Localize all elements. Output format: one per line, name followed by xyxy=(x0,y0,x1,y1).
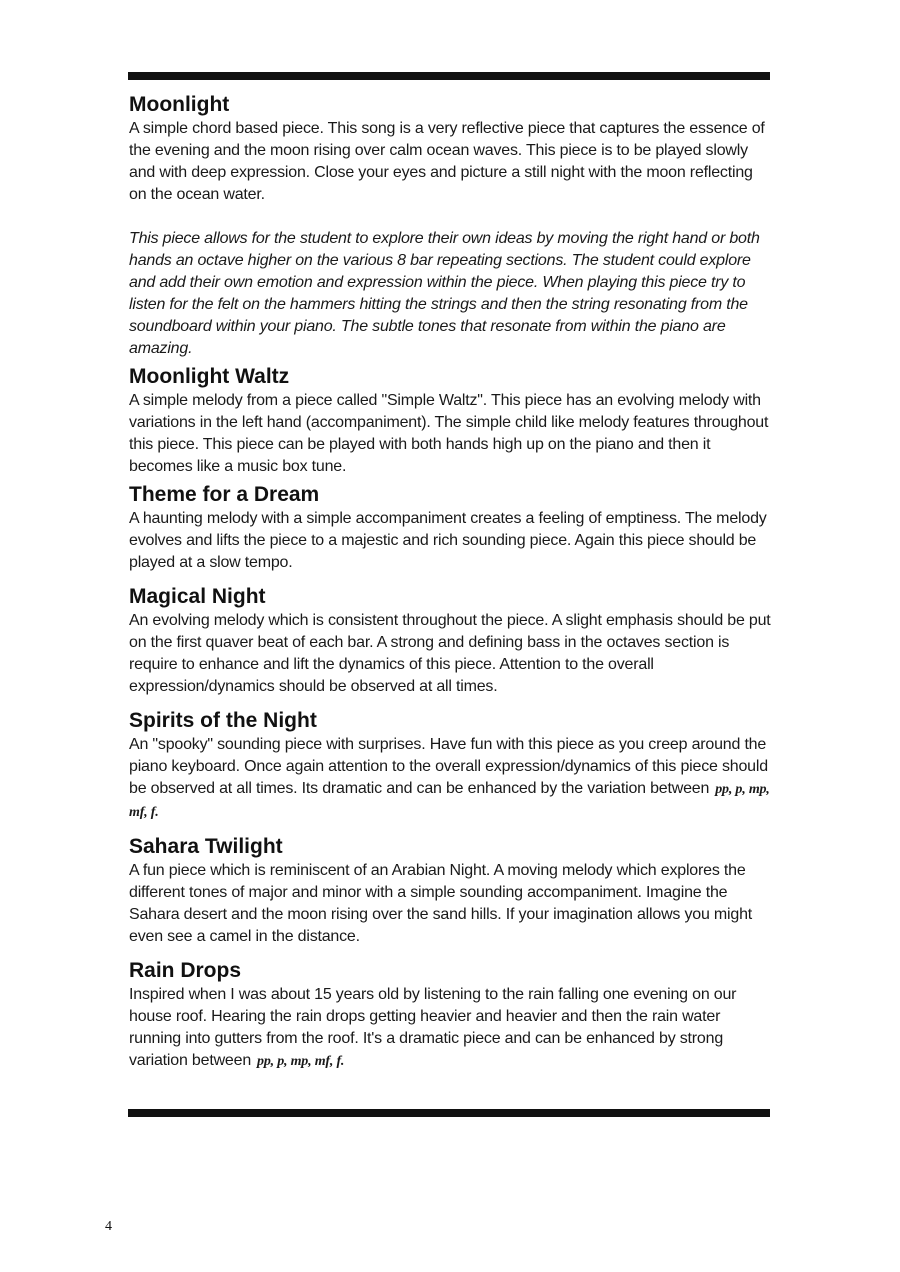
section-title: Magical Night xyxy=(129,585,266,608)
section-sahara-twilight xyxy=(129,834,774,948)
section-title: Sahara Twilight xyxy=(129,835,283,858)
section-text: A haunting melody with a simple accompaniment creates a feeling of emptiness. The melody evolves and lifts the piece to a majestic and rich sounding piece. Again this piece should be played at a slow tempo. xyxy=(129,510,767,571)
descriptions xyxy=(129,92,774,1073)
section-text: A fun piece which is reminiscent of an Arabian Night. A moving melody which explores the different tones of major and minor with a simple sounding accompaniment. Imagine the Sahara desert and the moon rising over the sand hills. If your imagination allows you might even see a camel in the distance. xyxy=(129,862,753,945)
section-title: Spirits of the Night xyxy=(129,709,317,732)
section-spirits-of-the-night xyxy=(129,708,774,824)
section-title: Theme for a Dream xyxy=(129,483,320,506)
section-text-body: An "spooky" sounding piece with surprises. Have fun with this piece as you creep around the piano keyboard. Once again attention to the overall expression/dynamics of this piece should be observed at all times. Its dramatic and can be enhanced by the variation between xyxy=(129,736,768,797)
page-number: 4 xyxy=(105,1219,112,1234)
section-italic-note: This piece allows for the student to explore their own ideas by moving the right hand or both hands an octave higher on the various 8 bar repeating sections. The student could explore and add their own emotion and expression within the piece. When playing this piece try to listen for the felt on the hammers hitting the strings and then the string resonating from the soundboard within your piano. The subtle tones that resonate from within the piano are amazing. xyxy=(129,230,760,357)
dynamics-markings: pp, p, mp, mf, f. xyxy=(257,1054,345,1069)
section-text xyxy=(129,984,774,1073)
section-title: Moonlight Waltz xyxy=(129,365,290,388)
section-text-body: Inspired when I was about 15 years old by listening to the rain falling one evening on our house roof. Hearing the rain drops getting heavier and heavier and then the rain water running into gutters from the roof. It's a dramatic piece and can be enhanced by strong variation between xyxy=(129,986,737,1069)
section-magical-night xyxy=(129,584,774,698)
section-rain-drops xyxy=(129,958,774,1073)
section-title: Rain Drops xyxy=(129,959,242,982)
section-title: Moonlight xyxy=(129,93,230,116)
section-moonlight-waltz xyxy=(129,364,774,478)
section-text: A simple chord based piece. This song is a very reflective piece that captures the essence of the evening and the moon rising over calm ocean waves. This piece is to be played slowly and with deep expression. Close your eyes and picture a still night with the moon reflecting on the ocean water. xyxy=(129,120,765,203)
top-rule xyxy=(128,72,770,80)
section-text xyxy=(129,734,774,824)
section-theme-for-a-dream xyxy=(129,482,774,574)
bottom-rule xyxy=(128,1109,770,1117)
section-text: An evolving melody which is consistent throughout the piece. A slight emphasis should be put on the first quaver beat of each bar. A strong and defining bass in the octaves section is require to enhance and lift the dynamics of this piece. Attention to the overall expression/dynamics should be observed at all times. xyxy=(129,612,771,695)
dynamics-markings: pp, p, mp, mf, f. xyxy=(129,782,770,820)
section-moonlight xyxy=(129,92,774,360)
section-text: A simple melody from a piece called "Simple Waltz". This piece has an evolving melody with variations in the left hand (accompaniment). The simple child like melody features throughout this piece. This piece can be played with both hands high up on the piano and then it becomes like a music box tune. xyxy=(129,392,769,475)
